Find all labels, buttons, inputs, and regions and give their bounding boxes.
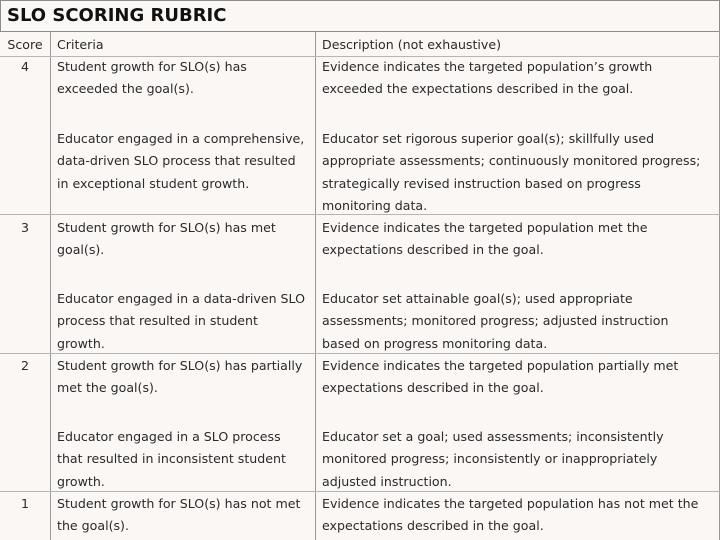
- criteria-line: met the goal(s).: [57, 380, 158, 396]
- header-description: Description (not exhaustive): [322, 37, 502, 52]
- criteria-line: growth.: [57, 335, 105, 351]
- description-line: assessments; monitored progress; adjusted instruction: [322, 313, 669, 329]
- header-score: Score: [7, 37, 43, 52]
- criteria-cell: [57, 128, 304, 195]
- criteria-cell: [57, 493, 300, 538]
- criteria-line: process that resulted in student: [57, 313, 258, 329]
- page-title: SLO SCORING RUBRIC: [7, 5, 227, 26]
- criteria-line: Educator engaged in a data-driven SLO: [57, 291, 306, 306]
- criteria-cell: [57, 288, 305, 355]
- criteria-line: the goal(s).: [57, 518, 129, 534]
- description-cell: [322, 217, 648, 262]
- score-cell: 2: [20, 358, 29, 373]
- description-line: expectations described in the goal.: [322, 518, 544, 534]
- rubric-table: [0, 31, 720, 540]
- description-cell: [322, 493, 698, 538]
- score-cell: 4: [20, 59, 29, 74]
- description-line: Evidence indicates the targeted population met the: [322, 220, 648, 235]
- description-cell: [322, 426, 664, 493]
- criteria-line: exceeded the goal(s).: [57, 81, 194, 97]
- description-line: Educator set a goal; used assessments; inconsistently: [322, 429, 664, 444]
- criteria-line: Student growth for SLO(s) has: [57, 59, 247, 74]
- criteria-line: Student growth for SLO(s) has not met: [57, 496, 301, 511]
- score-cell: 1: [20, 496, 29, 511]
- criteria-cell: [57, 217, 276, 262]
- criteria-line: growth.: [57, 473, 105, 489]
- criteria-line: goal(s).: [57, 242, 105, 258]
- description-line: monitoring data.: [322, 197, 428, 213]
- row-divider: [0, 491, 720, 492]
- description-line: strategically revised instruction based on progress: [322, 175, 641, 191]
- description-line: exceeded the expectations described in the goal.: [322, 81, 634, 97]
- description-line: based on progress monitoring data.: [322, 335, 548, 351]
- description-line: appropriate assessments; continuously monitored progress;: [322, 153, 701, 169]
- criteria-line: Educator engaged in a SLO process: [57, 429, 281, 444]
- description-cell: [322, 56, 652, 101]
- header-criteria: Criteria: [57, 37, 104, 52]
- description-line: Educator set attainable goal(s); used appropriate: [322, 291, 633, 306]
- description-cell: [322, 355, 678, 400]
- criteria-line: data-driven SLO process that resulted: [57, 153, 296, 169]
- description-line: adjusted instruction.: [322, 473, 452, 489]
- row-divider: [0, 353, 720, 354]
- column-divider: [50, 31, 51, 540]
- criteria-cell: [57, 426, 286, 493]
- description-line: Educator set rigorous superior goal(s); skillfully used: [322, 131, 655, 146]
- description-cell: [322, 128, 700, 217]
- description-line: expectations described in the goal.: [322, 242, 544, 258]
- criteria-line: that resulted in inconsistent student: [57, 451, 286, 467]
- column-divider: [315, 31, 316, 540]
- description-line: Evidence indicates the targeted population’s growth: [322, 59, 653, 74]
- description-cell: [322, 288, 668, 355]
- criteria-cell: [57, 56, 247, 101]
- criteria-line: Educator engaged in a comprehensive,: [57, 131, 305, 146]
- description-line: Evidence indicates the targeted population has not met the: [322, 496, 699, 511]
- description-line: expectations described in the goal.: [322, 380, 544, 396]
- description-line: Evidence indicates the targeted population partially met: [322, 358, 679, 373]
- criteria-line: Student growth for SLO(s) has met: [57, 220, 276, 235]
- criteria-cell: [57, 355, 302, 400]
- criteria-line: in exceptional student growth.: [57, 175, 250, 191]
- row-divider: [0, 214, 720, 215]
- title-bar: [0, 0, 720, 32]
- description-line: monitored progress; inconsistently or inappropriately: [322, 451, 658, 467]
- criteria-line: Student growth for SLO(s) has partially: [57, 358, 303, 373]
- score-cell: 3: [20, 220, 29, 235]
